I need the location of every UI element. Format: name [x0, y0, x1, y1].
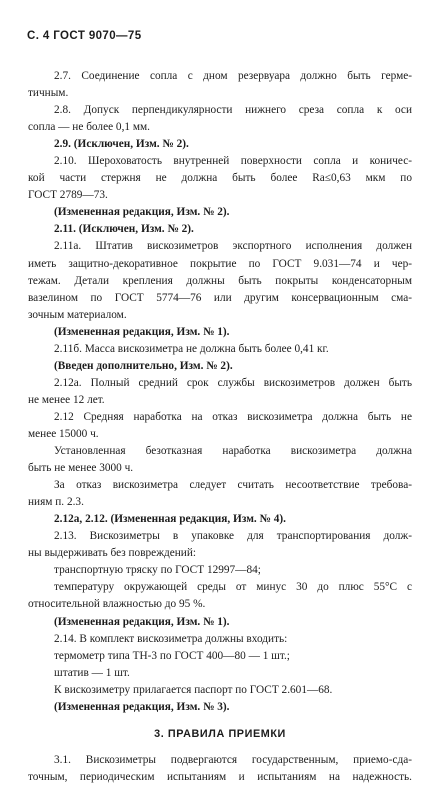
text-line: 3.1. Вискозиметры подвергаются государственным, приемо-сда-: [54, 753, 412, 766]
document-body: [28, 68, 412, 786]
text-line: 2.9. (Исключен, Изм. № 2).: [54, 138, 189, 151]
amendment-note: 2.12а, 2.12. (Измененная редакция, Изм. № 4).: [54, 513, 286, 526]
text-line: 2.8. Допуск перпендикулярности нижнего среза сопла к оси: [54, 104, 412, 117]
text-line: кой части стержня не должна быть более Ra≤0,63 мкм по: [28, 172, 412, 185]
text-line: относительной влажностью до 95 %.: [28, 598, 206, 611]
amendment-note: (Измененная редакция, Изм. № 1).: [54, 325, 230, 338]
text-line: температуру окружающей среды от минус 30 до плюс 55°С с: [54, 581, 412, 594]
text-line: зочным материалом.: [28, 308, 127, 321]
text-line: точным, периодическим испытаниям и испытаниям на надежность.: [28, 770, 412, 783]
amendment-note: (Введен дополнительно, Изм. № 2).: [54, 359, 233, 372]
text-line: 2.13. Вискозиметры в упаковке для транспортирования долж-: [54, 530, 412, 543]
text-line: тежам. Детали крепления должны быть покрыты конденсаторным: [28, 274, 412, 287]
text-line: 2.7. Соединение сопла с дном резервуара должно быть герме-: [54, 70, 412, 82]
text-line: тичным.: [28, 87, 69, 100]
text-line: 2.10. Шероховатость внутренней поверхности сопла и коничес-: [54, 155, 412, 168]
text-line: штатив — 1 шт.: [54, 666, 130, 679]
section-heading: 3. ПРАВИЛА ПРИЕМКИ: [154, 727, 286, 740]
text-line: Установленная безотказная наработка вискозиметра должна: [54, 445, 412, 458]
text-line: 2.11б. Масса вискозиметра не должна быть более 0,41 кг.: [54, 342, 329, 355]
text-line: менее 15000 ч.: [28, 427, 99, 440]
text-line: За отказ вискозиметра следует считать несоответствие требова-: [54, 479, 412, 492]
amendment-note: (Измененная редакция, Изм. № 2).: [54, 206, 230, 219]
text-line: ниям п. 2.3.: [28, 496, 84, 509]
text-line: иметь защитно-декоративное покрытие по ГОСТ 9.031—74 и чер-: [28, 257, 412, 270]
amendment-note: (Измененная редакция, Изм. № 1).: [54, 615, 230, 628]
text-line: 2.14. В комплект вискозиметра должны входить:: [54, 632, 288, 645]
text-line: быть не менее 3000 ч.: [28, 462, 134, 475]
text-line: 2.11а. Штатив вискозиметров экспортного исполнения должен: [54, 240, 412, 253]
text-line: термометр типа ТН-3 по ГОСТ 400—80 — 1 шт.;: [54, 649, 290, 662]
text-line: вазелином по ГОСТ 5774—76 или другим консервационным сма-: [28, 291, 412, 304]
text-line: 2.12 Средняя наработка на отказ вискозиметра должна быть не: [54, 410, 412, 423]
text-line: 2.12а. Полный средний срок службы вискозиметров должен быть: [54, 376, 412, 389]
text-line: К вискозиметру прилагается паспорт по ГОСТ 2.601—68.: [54, 683, 333, 696]
amendment-note: (Измененная редакция, Изм. № 3).: [54, 700, 230, 713]
text-line: транспортную тряску по ГОСТ 12997—84;: [54, 564, 261, 577]
text-line: не менее 12 лет.: [28, 393, 105, 406]
page-header: С. 4 ГОСТ 9070—75: [27, 30, 142, 42]
text-line: 2.11. (Исключен, Изм. № 2).: [54, 223, 194, 236]
text-line: ны выдерживать без повреждений:: [28, 547, 197, 560]
text-line: ГОСТ 2789—73.: [28, 189, 108, 202]
text-line: сопла — не более 0,1 мм.: [28, 121, 150, 134]
